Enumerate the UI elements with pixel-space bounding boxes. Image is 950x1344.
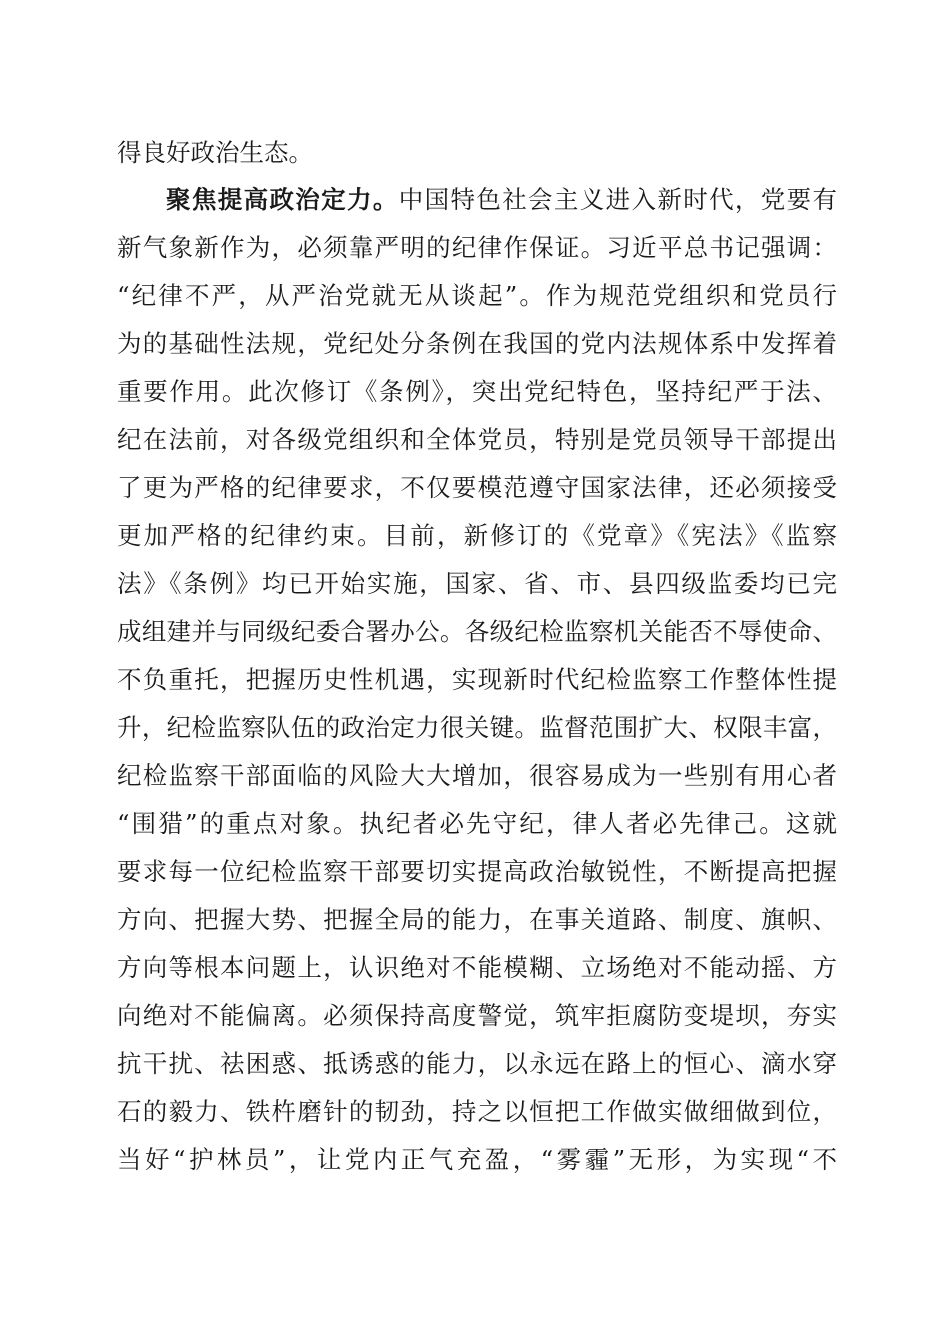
paragraph-line: 抗干扰、祛困惑、抵诱惑的能力，以永远在路上的恒心、滴水穿: [117, 1049, 837, 1078]
paragraph-line: 方向等根本问题上，认识绝对不能模糊、立场绝对不能动摇、方: [117, 953, 837, 982]
paragraph-line: 要求每一位纪检监察干部要切实提高政治敏锐性，不断提高把握: [117, 857, 837, 886]
paragraph-line: 重要作用。此次修订《条例》，突出党纪特色，坚持纪严于法、: [117, 377, 837, 406]
paragraph-line: 不负重托，把握历史性机遇，实现新时代纪检监察工作整体性提: [117, 665, 837, 694]
paragraph-line: 法》《条例》均已开始实施，国家、省、市、县四级监委均已完: [117, 569, 837, 598]
paragraph-line: “纪律不严，从严治党就无从谈起”。作为规范党组织和党员行: [117, 281, 837, 310]
paragraph-line: 新气象新作为，必须靠严明的纪律作保证。习近平总书记强调：: [117, 233, 837, 262]
paragraph-line: 当好“护林员”，让党内正气充盈，“雾霾”无形，为实现“不: [117, 1145, 837, 1174]
paragraph-line: 成组建并与同级纪委合署办公。各级纪检监察机关能否不辱使命、: [117, 617, 837, 646]
paragraph-line: 方向、把握大势、把握全局的能力，在事关道路、制度、旗帜、: [117, 905, 837, 934]
paragraph-line: 得良好政治生态。: [117, 138, 313, 167]
paragraph-line: 向绝对不能偏离。必须保持高度警觉，筑牢拒腐防变堤坝，夯实: [117, 1001, 837, 1030]
paragraph-heading: 聚焦提高政治定力。: [166, 185, 399, 214]
paragraph-line: 纪在法前，对各级党组织和全体党员，特别是党员领导干部提出: [117, 425, 837, 454]
paragraph-line: 石的毅力、铁杵磨针的韧劲，持之以恒把工作做实做细做到位，: [117, 1097, 837, 1126]
paragraph-line: 了更为严格的纪律要求，不仅要模范遵守国家法律，还必须接受: [117, 473, 837, 502]
paragraph-line: 纪检监察干部面临的风险大大增加，很容易成为一些别有用心者: [117, 761, 837, 790]
paragraph-line: [166, 182, 837, 218]
paragraph-line: 为的基础性法规，党纪处分条例在我国的党内法规体系中发挥着: [117, 329, 837, 358]
paragraph-line: 更加严格的纪律约束。目前，新修订的《党章》《宪法》《监察: [117, 521, 837, 550]
paragraph-line: “围猎”的重点对象。执纪者必先守纪，律人者必先律己。这就: [117, 809, 837, 838]
paragraph-line: 升，纪检监察队伍的政治定力很关键。监督范围扩大、权限丰富，: [117, 713, 837, 742]
paragraph-line-text: 中国特色社会主义进入新时代，党要有: [398, 185, 838, 214]
